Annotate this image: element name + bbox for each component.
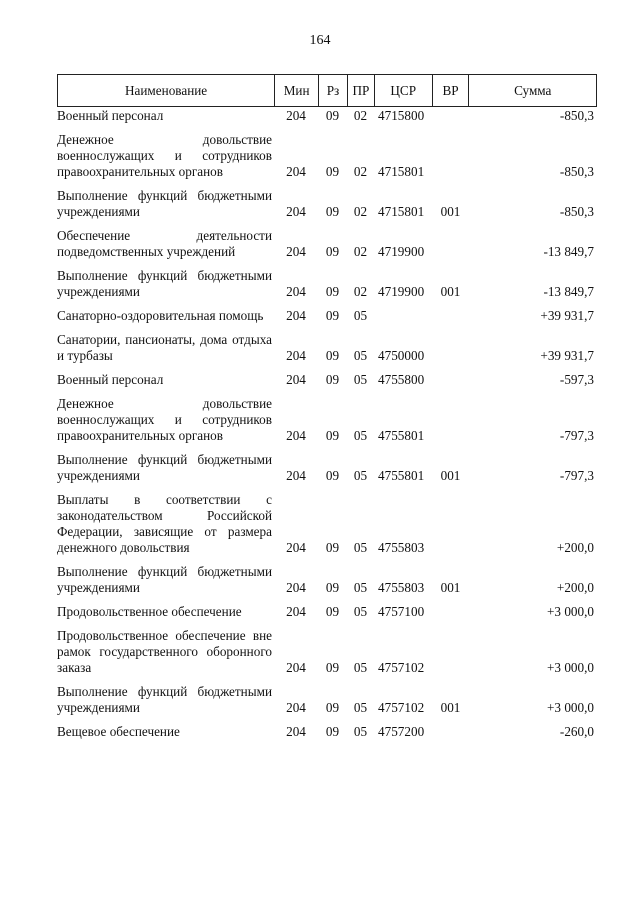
header-name: Наименование <box>125 82 208 98</box>
header-min: Мин <box>274 75 318 106</box>
cell-rz: 09 <box>325 468 340 483</box>
cell-min: 204 <box>286 308 306 323</box>
cell-min: 204 <box>286 348 306 363</box>
cell-pr: 05 <box>353 604 368 619</box>
cell-min: 204 <box>286 724 306 739</box>
cell-csr: 4750000 <box>378 348 425 363</box>
cell-min: 204 <box>286 108 306 123</box>
budget-table <box>57 74 597 748</box>
cell-rz: 09 <box>325 604 340 619</box>
cell-vr: 001 <box>440 468 461 483</box>
table-row <box>57 108 597 124</box>
cell-name: Выполнение функций бюджетными учреждениями <box>57 268 272 299</box>
cell-rz: 09 <box>325 308 340 323</box>
cell-vr: 001 <box>440 204 461 219</box>
cell-min: 204 <box>286 468 306 483</box>
cell-name: Выплаты в соответствии с законодательством Российской Федерации, зависящие от размера денежного довольствия <box>57 492 272 555</box>
cell-pr: 05 <box>353 580 368 595</box>
cell-csr: 4715800 <box>378 108 425 123</box>
table-row <box>57 268 597 300</box>
cell-rz: 09 <box>325 540 340 555</box>
cell-sum: -850,3 <box>559 108 594 123</box>
cell-rz: 09 <box>325 428 340 443</box>
table-row <box>57 604 597 620</box>
cell-csr: 4757200 <box>378 724 425 739</box>
cell-csr: 4719900 <box>378 244 425 259</box>
cell-rz: 09 <box>325 284 340 299</box>
table-row <box>57 492 597 556</box>
cell-vr: 001 <box>440 580 461 595</box>
cell-sum: -850,3 <box>559 164 594 179</box>
cell-pr: 02 <box>353 244 368 259</box>
cell-vr: 001 <box>440 700 461 715</box>
cell-pr: 02 <box>353 164 368 179</box>
cell-name: Обеспечение деятельности подведомственных учреждений <box>57 228 272 259</box>
cell-sum: +200,0 <box>556 540 594 555</box>
table-row <box>57 372 597 388</box>
cell-pr: 05 <box>353 372 368 387</box>
table-row <box>57 564 597 596</box>
cell-csr: 4755801 <box>378 428 425 443</box>
cell-sum: +39 931,7 <box>540 308 594 323</box>
table-row <box>57 724 597 740</box>
table-row <box>57 132 597 180</box>
cell-csr: 4755800 <box>378 372 425 387</box>
cell-rz: 09 <box>325 724 340 739</box>
cell-pr: 05 <box>353 428 368 443</box>
cell-name: Выполнение функций бюджетными учреждениями <box>57 452 272 483</box>
cell-sum: -260,0 <box>559 724 594 739</box>
cell-sum: -597,3 <box>559 372 594 387</box>
table-row <box>57 308 597 324</box>
cell-name: Выполнение функций бюджетными учреждениями <box>57 188 272 219</box>
cell-min: 204 <box>286 244 306 259</box>
cell-rz: 09 <box>325 580 340 595</box>
cell-name: Выполнение функций бюджетными учреждениями <box>57 564 272 595</box>
cell-csr: 4715801 <box>378 204 425 219</box>
header-sum: Сумма <box>468 75 596 106</box>
cell-pr: 05 <box>353 308 368 323</box>
cell-csr: 4757100 <box>378 604 425 619</box>
cell-rz: 09 <box>325 204 340 219</box>
cell-sum: -797,3 <box>559 428 594 443</box>
table-row <box>57 332 597 364</box>
cell-csr: 4755803 <box>378 580 425 595</box>
cell-min: 204 <box>286 428 306 443</box>
cell-csr: 4757102 <box>378 700 425 715</box>
table-row <box>57 684 597 716</box>
cell-rz: 09 <box>325 108 340 123</box>
cell-min: 204 <box>286 372 306 387</box>
table-row <box>57 396 597 444</box>
cell-sum: -13 849,7 <box>543 244 594 259</box>
cell-sum: +3 000,0 <box>547 700 594 715</box>
cell-sum: -797,3 <box>559 468 594 483</box>
table-body <box>57 108 597 740</box>
cell-csr: 4715801 <box>378 164 425 179</box>
cell-csr: 4719900 <box>378 284 425 299</box>
cell-name: Продовольственное обеспечение <box>57 604 242 619</box>
table-header-row <box>57 74 597 107</box>
cell-min: 204 <box>286 540 306 555</box>
cell-min: 204 <box>286 284 306 299</box>
cell-pr: 02 <box>353 204 368 219</box>
cell-name: Санаторно-оздоровительная помощь <box>57 308 264 323</box>
cell-name: Денежное довольствие военнослужащих и сотрудников правоохранительных органов <box>57 132 272 179</box>
table-row <box>57 188 597 220</box>
cell-pr: 05 <box>353 540 368 555</box>
table-row <box>57 628 597 676</box>
cell-min: 204 <box>286 604 306 619</box>
cell-rz: 09 <box>325 164 340 179</box>
cell-min: 204 <box>286 204 306 219</box>
cell-rz: 09 <box>325 348 340 363</box>
cell-sum: -13 849,7 <box>543 284 594 299</box>
cell-name: Вещевое обеспечение <box>57 724 180 739</box>
cell-sum: +3 000,0 <box>547 604 594 619</box>
cell-min: 204 <box>286 660 306 675</box>
cell-sum: -850,3 <box>559 204 594 219</box>
cell-pr: 02 <box>353 108 368 123</box>
cell-rz: 09 <box>325 660 340 675</box>
cell-rz: 09 <box>325 700 340 715</box>
header-vr: ВР <box>432 75 469 106</box>
cell-name: Военный персонал <box>57 372 164 387</box>
header-rz: Рз <box>318 75 347 106</box>
page-number: 164 <box>309 33 331 48</box>
cell-csr: 4757102 <box>378 660 425 675</box>
cell-min: 204 <box>286 700 306 715</box>
cell-pr: 05 <box>353 348 368 363</box>
cell-name: Денежное довольствие военнослужащих и сотрудников правоохранительных органов <box>57 396 272 443</box>
cell-sum: +39 931,7 <box>540 348 594 363</box>
cell-csr: 4755803 <box>378 540 425 555</box>
cell-vr: 001 <box>440 284 461 299</box>
cell-sum: +3 000,0 <box>547 660 594 675</box>
cell-csr: 4755801 <box>378 468 425 483</box>
cell-min: 204 <box>286 580 306 595</box>
cell-sum: +200,0 <box>556 580 594 595</box>
cell-pr: 05 <box>353 468 368 483</box>
cell-pr: 05 <box>353 724 368 739</box>
cell-pr: 05 <box>353 700 368 715</box>
header-csr: ЦСР <box>374 75 432 106</box>
cell-pr: 05 <box>353 660 368 675</box>
cell-name: Выполнение функций бюджетными учреждениями <box>57 684 272 715</box>
header-pr: ПР <box>347 75 374 106</box>
cell-rz: 09 <box>325 244 340 259</box>
cell-name: Военный персонал <box>57 108 164 123</box>
cell-name: Продовольственное обеспечение вне рамок государственного оборонного заказа <box>57 628 272 675</box>
table-row <box>57 228 597 260</box>
cell-pr: 02 <box>353 284 368 299</box>
cell-rz: 09 <box>325 372 340 387</box>
cell-min: 204 <box>286 164 306 179</box>
table-row <box>57 452 597 484</box>
cell-name: Санатории, пансионаты, дома отдыха и турбазы <box>57 332 272 363</box>
